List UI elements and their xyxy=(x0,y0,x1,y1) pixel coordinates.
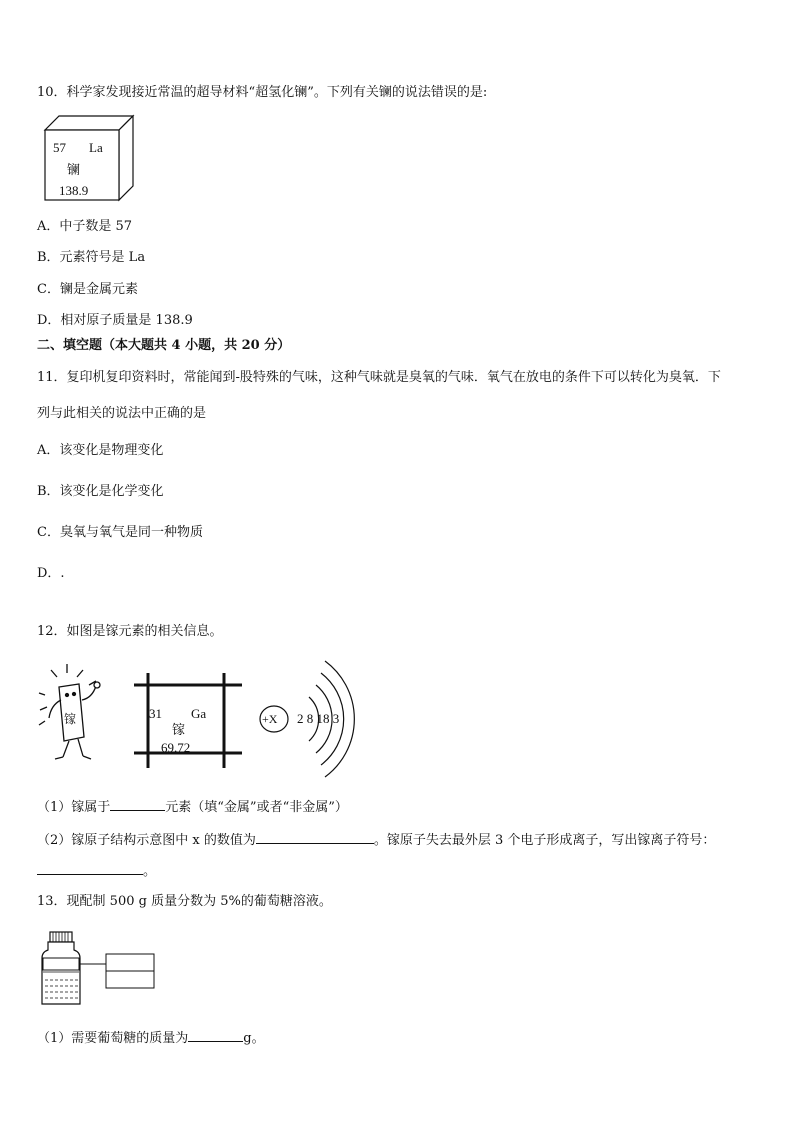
q11-option-c: C．臭氧与氧气是同一种物质 xyxy=(37,525,203,540)
q10-element-cell xyxy=(45,116,135,202)
q13-part1-suffix: g。 xyxy=(243,1031,265,1046)
q12-gallium-figure xyxy=(37,655,367,785)
q13-part1 xyxy=(37,1029,265,1048)
q12-part1-suffix: 元素（填“金属”或者“非金属”） xyxy=(165,800,348,815)
q12-part1-prefix: （1）镓属于 xyxy=(37,800,111,815)
q11-stem-line1: 11．复印机复印资料时，常能闻到-股特殊的气味，这种气味就是臭氧的气味．氧气在放电的条件下可以转化为臭氧．下 xyxy=(37,370,721,385)
gallium-mascot-label: 镓 xyxy=(64,712,77,726)
q12-stem: 12．如图是镓元素的相关信息。 xyxy=(37,624,223,639)
q12-part2-blank-ion[interactable] xyxy=(37,862,143,875)
q11-stem-line2: 列与此相关的说法中正确的是 xyxy=(37,406,207,421)
q13-stem: 13．现配制 500 g 质量分数为 5%的葡萄糖溶液。 xyxy=(37,894,332,909)
q10-option-b: B．元素符号是 La xyxy=(37,250,146,265)
q12-part2-prefix: （2）镓原子结构示意图中 x 的数值为 xyxy=(37,833,256,848)
q12-element-symbol: Ga xyxy=(191,706,207,721)
q11-option-a: A．该变化是物理变化 xyxy=(37,443,164,458)
q13-bottle-figure xyxy=(40,928,160,1008)
q10-atomic-number: 57 xyxy=(53,140,66,155)
q12-part2 xyxy=(37,831,715,850)
q12-atomic-number: 31 xyxy=(149,706,162,721)
q10-option-d: D．相对原子质量是 138.9 xyxy=(37,313,193,328)
q12-part1-blank[interactable] xyxy=(110,798,165,811)
q12-part2-blank-x[interactable] xyxy=(256,831,374,844)
q11-option-d: D．. xyxy=(37,566,65,581)
q12-part1 xyxy=(37,798,348,817)
q12-part2-cont xyxy=(37,862,156,881)
q10-stem: 10．科学家发现接近常温的超导材料“超氢化镧”。下列有关镧的说法错误的是: xyxy=(37,85,488,100)
electron-counts: 2 8 18 3 xyxy=(297,711,340,726)
section2-title: 二、填空题（本大题共 4 小题，共 20 分） xyxy=(37,338,291,353)
q10-element-name: 镧 xyxy=(67,162,81,177)
q13-part1-blank[interactable] xyxy=(188,1029,243,1042)
nucleus-charge: +X xyxy=(262,712,278,726)
q11-option-b: B．该变化是化学变化 xyxy=(37,484,164,499)
q10-element-symbol: La xyxy=(89,140,103,155)
q12-part2-middle: 。镓原子失去最外层 3 个电子形成离子，写出镓离子符号： xyxy=(373,833,716,848)
q12-part2-end: 。 xyxy=(143,864,157,879)
q12-element-name: 镓 xyxy=(172,722,186,737)
q10-atomic-mass: 138.9 xyxy=(59,183,89,198)
q12-atomic-mass: 69.72 xyxy=(161,740,191,755)
q10-option-c: C．镧是金属元素 xyxy=(37,282,138,297)
q13-part1-prefix: （1）需要葡萄糖的质量为 xyxy=(37,1031,189,1046)
q10-option-a: A．中子数是 57 xyxy=(37,219,133,234)
